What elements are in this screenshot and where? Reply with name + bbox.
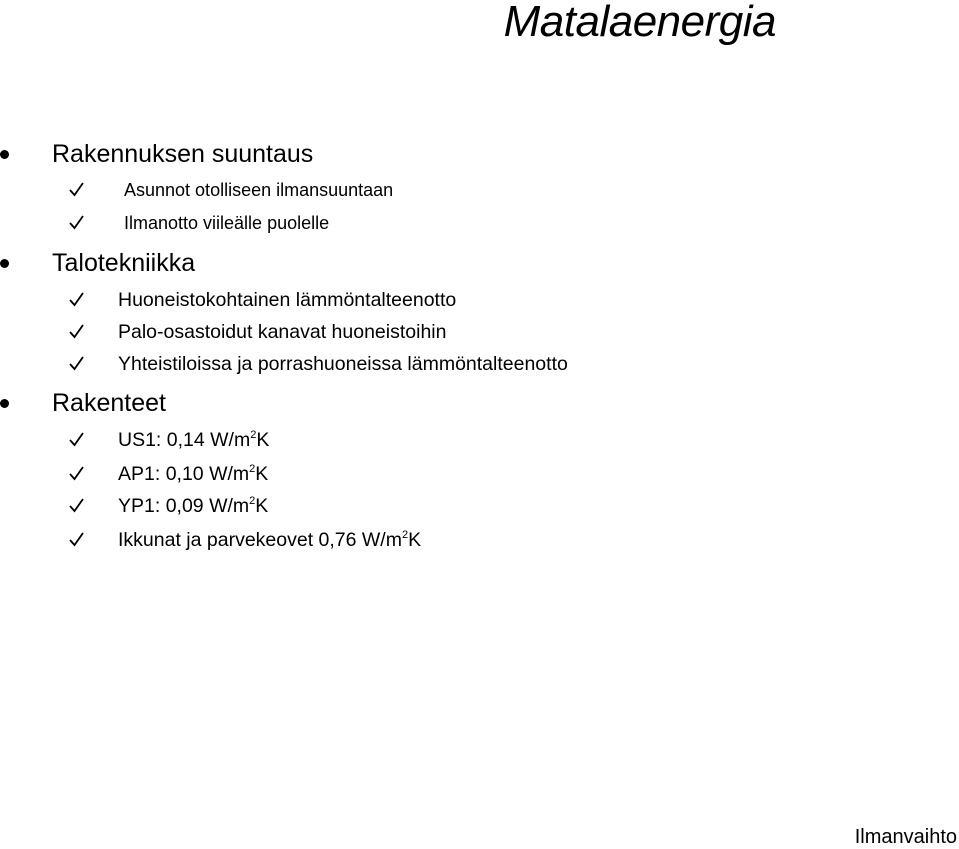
value-text: AP1: 0,10 W/m <box>118 463 250 485</box>
value-text: US1: 0,14 W/m <box>118 429 251 451</box>
unit-tail: K <box>255 463 269 485</box>
superscript: 2 <box>401 528 409 541</box>
section-heading-text: Talotekniikka <box>52 249 196 277</box>
unit-tail: K <box>256 429 270 451</box>
checkmark-icon <box>68 291 85 308</box>
list-item-text: Yhteistiloissa ja porrashuoneissa lämmöntalteenotto <box>118 353 568 375</box>
checkmark-icon <box>68 465 85 482</box>
unit-tail: K <box>255 495 269 517</box>
section-heading-text: Rakennuksen suuntaus <box>52 140 314 168</box>
list-item-text: Asunnot otolliseen ilmansuuntaan <box>124 180 394 200</box>
checkmark-icon <box>68 214 85 231</box>
checkmark-icon <box>68 531 85 548</box>
bullet-icon <box>0 399 9 408</box>
page-title: Matalaenergia <box>503 0 776 46</box>
unit-tail: K <box>408 529 422 551</box>
section-heading-text: Rakenteet <box>52 389 166 417</box>
bullet-icon <box>0 150 9 159</box>
checkmark-icon <box>68 497 85 514</box>
superscript: 2 <box>249 462 256 475</box>
checkmark-icon <box>68 355 85 372</box>
bullet-icon <box>0 259 9 268</box>
footer-label: Ilmanvaihto <box>854 826 957 848</box>
checkmark-icon <box>68 181 85 198</box>
list-item-text <box>118 528 421 552</box>
list-item-text <box>118 494 268 518</box>
list-item-text: Palo-osastoidut kanavat huoneistoihin <box>118 321 447 343</box>
checkmark-icon <box>68 323 85 340</box>
list-item-text: Ilmanotto viileälle puolelle <box>124 213 330 233</box>
checkmark-icon <box>68 431 85 448</box>
list-item-text: Huoneistokohtainen lämmöntalteenotto <box>118 289 457 311</box>
value-text: Ikkunat ja parvekeovet 0,76 W/m <box>118 529 402 551</box>
list-item-text <box>118 462 268 486</box>
superscript: 2 <box>250 428 257 441</box>
list-item-text <box>118 428 269 452</box>
value-text: YP1: 0,09 W/m <box>118 495 250 517</box>
superscript: 2 <box>249 494 256 507</box>
